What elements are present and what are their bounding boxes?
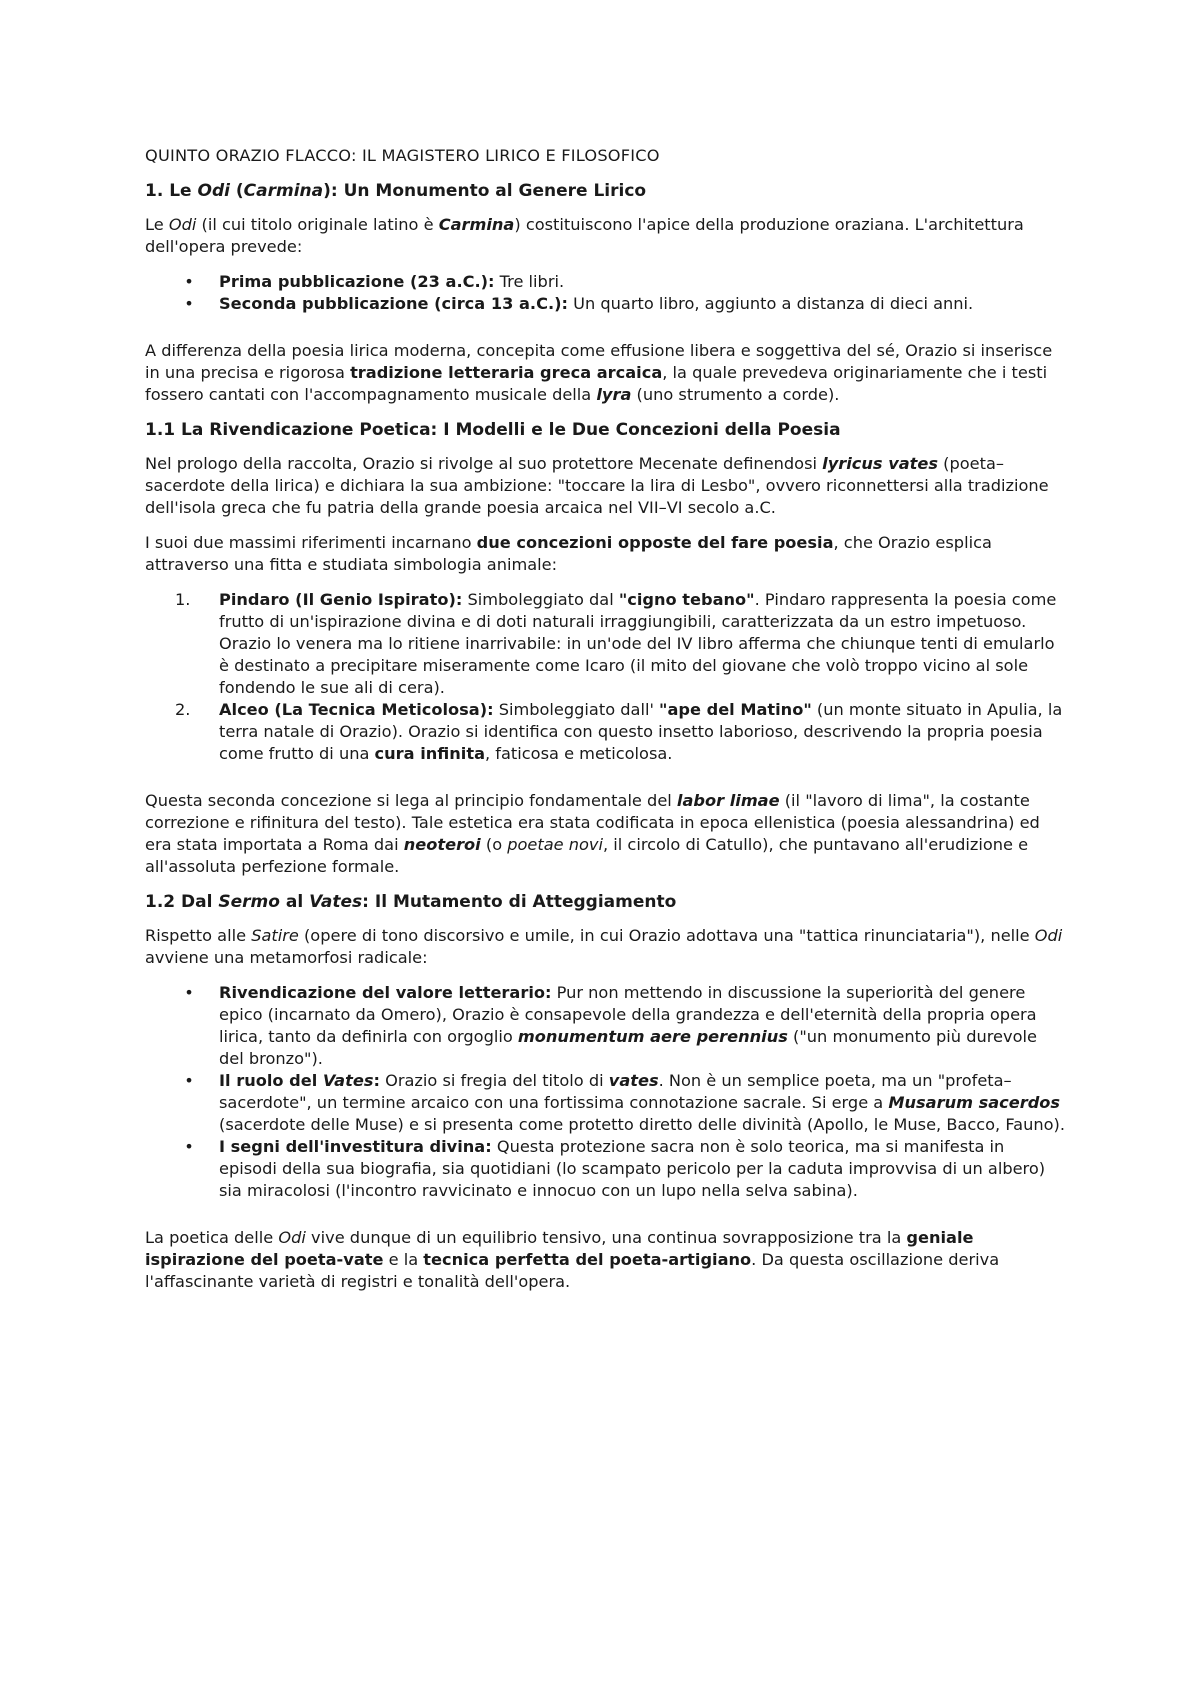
text: . Da questa oscillazione deriva l'affascinante varietà di registri e tonalità dell'opera. <box>145 1250 1000 1291</box>
italic-text: poetae novi <box>507 835 603 854</box>
list-item-text: Tre libri. <box>494 272 565 291</box>
list-item-label: Prima pubblicazione (23 a.C.): <box>219 272 495 291</box>
text: Nel prologo della raccolta, Orazio si rivolge al suo protettore Mecenate definendosi <box>145 454 823 473</box>
text: Questa protezione sacra non è solo teorica, ma si manifesta in episodi della sua biografia, sia quotidiani (lo scampato pericolo per la caduta improvvisa di un albero) sia miracolosi (l'incontro ravvicinato e innocuo con un lupo nella selva sabina). <box>219 1137 1046 1200</box>
bold-text: geniale ispirazione del poeta-vate <box>145 1228 974 1269</box>
bold-text: "ape del Matino" <box>659 700 812 719</box>
text: (o <box>480 835 508 854</box>
italic-text: Odi <box>168 215 197 234</box>
heading-text: 1. Le <box>145 181 198 201</box>
text: Questa seconda concezione si lega al principio fondamentale del <box>145 791 677 810</box>
heading-emphasis: Sermo <box>218 892 280 912</box>
text: (un monte situato in Apulia, la terra natale di Orazio). Orazio si identifica con questo insetto laborioso, descrivendo la propria poesia come frutto di una <box>219 700 1063 763</box>
metamorphosis-list <box>145 982 1065 1202</box>
heading-text: al <box>279 892 310 912</box>
bold-text: tradizione letteraria greca arcaica <box>350 363 663 382</box>
bold-italic-text: Musarum sacerdos <box>888 1093 1061 1112</box>
list-number: 1. <box>175 590 191 609</box>
bold-italic-text: labor limae <box>676 791 780 810</box>
list-item-label: Rivendicazione del valore letterario: <box>219 983 552 1002</box>
text: . Non è un semplice poeta, ma un "profeta–sacerdote", un termine arcaico con una fortissima connotazione sacrale. Si erge a <box>219 1071 1012 1112</box>
label-text: Il ruolo del <box>219 1071 323 1090</box>
list-item-text: Un quarto libro, aggiunto a distanza di dieci anni. <box>567 294 974 313</box>
heading-odi <box>145 180 1065 202</box>
text: Le <box>145 215 169 234</box>
list-item <box>145 589 1065 699</box>
paragraph-riferimenti <box>145 532 1065 576</box>
italic-text: Odi <box>278 1228 306 1247</box>
text: ("un monumento più durevole del bronzo"). <box>219 1027 1037 1068</box>
bold-text: tecnica perfetta del poeta-artigiano <box>423 1250 752 1269</box>
bold-italic-text: vates <box>608 1071 659 1090</box>
heading-sermo-vates <box>145 891 1065 913</box>
list-item <box>145 271 1065 293</box>
bold-italic-text: lyricus vates <box>822 454 939 473</box>
list-item <box>145 699 1065 765</box>
list-item-label: Seconda pubblicazione (circa 13 a.C.): <box>219 294 568 313</box>
text: , il circolo di Catullo), che puntavano all'erudizione e all'assoluta perfezione formale. <box>145 835 1029 876</box>
list-item <box>145 1136 1065 1202</box>
list-item <box>145 982 1065 1070</box>
heading-rivendicazione: 1.1 La Rivendicazione Poetica: I Modelli e le Due Concezioni della Poesia <box>145 420 841 440</box>
bold-text: cura infinita <box>374 744 486 763</box>
text: I suoi due massimi riferimenti incarnano <box>145 533 477 552</box>
text: Simboleggiato dall' <box>493 700 660 719</box>
text: e la <box>383 1250 424 1269</box>
text: A differenza della poesia lirica moderna, concepita come effusione libera e soggettiva del sé, Orazio si inserisce in una precisa e rigorosa <box>145 341 1053 382</box>
paragraph-tradition <box>145 340 1065 406</box>
bullet-icon: • <box>184 272 194 291</box>
list-item-label <box>219 1071 380 1090</box>
text: avviene una metamorfosi radicale: <box>145 948 428 967</box>
label-emphasis: Vates <box>322 1071 374 1090</box>
publication-list <box>145 271 1065 315</box>
bullet-icon: • <box>184 294 194 313</box>
italic-text: Satire <box>251 926 299 945</box>
bold-text: due concezioni opposte del fare poesia <box>476 533 834 552</box>
bold-italic-text: Carmina <box>438 215 515 234</box>
heading-text: ( <box>229 181 244 201</box>
list-item-label: I segni dell'investitura divina: <box>219 1137 492 1156</box>
models-list <box>145 589 1065 765</box>
text: (sacerdote delle Muse) e si presenta come protetto diretto delle divinità (Apollo, le Muse, Bacco, Fauno). <box>219 1115 1065 1134</box>
text: Orazio si fregia del titolo di <box>379 1071 609 1090</box>
text: Pur non mettendo in discussione la superiorità del genere epico (incarnato da Omero), Orazio è consapevole della grandezza e dell'eternità della propria opera lirica, tanto da definirla con orgoglio <box>219 983 1037 1046</box>
bullet-icon: • <box>184 983 194 1002</box>
text: ) costituiscono l'apice della produzione oraziana. L'architettura dell'opera prevede: <box>145 215 1024 256</box>
text: (opere di tono discorsivo e umile, in cui Orazio adottava una "tattica rinunciataria"), nelle <box>298 926 1035 945</box>
bullet-icon: • <box>184 1071 194 1090</box>
text: (poeta–sacerdote della lirica) e dichiara la sua ambizione: "toccare la lira di Lesbo", ovvero riconnettersi alla tradizione dell'isola greca che fu patria della grande poesia arcaica nel VII–VI secolo a.C. <box>145 454 1049 517</box>
text: Rispetto alle <box>145 926 252 945</box>
bold-italic-text: neoteroi <box>403 835 481 854</box>
heading-emphasis: Vates <box>309 892 363 912</box>
list-item-label: Alceo (La Tecnica Meticolosa): <box>219 700 494 719</box>
paragraph-prologo <box>145 453 1065 519</box>
text: , faticosa e meticolosa. <box>485 744 673 763</box>
label-text: : <box>373 1071 380 1090</box>
heading-emphasis: Odi <box>197 181 230 201</box>
list-item <box>145 293 1065 315</box>
bold-italic-text: lyra <box>596 385 632 404</box>
paragraph-labor-limae <box>145 790 1065 878</box>
document-title: QUINTO ORAZIO FLACCO: IL MAGISTERO LIRICO E FILOSOFICO <box>145 146 660 165</box>
text: (il cui titolo originale latino è <box>196 215 439 234</box>
bold-text: "cigno tebano" <box>618 590 755 609</box>
text: . Pindaro rappresenta la poesia come frutto di un'ispirazione divina e di doti naturali irraggiungibili, caratterizzata da un estro impetuoso. Orazio lo venera ma lo ritiene inarrivabile: in un'ode del IV libro afferma che chiunque tenti di emularlo è destinato a precipitare miseramente come Icaro (il mito del giovane che volò troppo vicino al sole fondendo le sue ali di cera). <box>219 590 1057 697</box>
heading-text: ): Un Monumento al Genere Lirico <box>323 181 647 201</box>
list-item-label: Pindaro (Il Genio Ispirato): <box>219 590 463 609</box>
bold-italic-text: monumentum aere perennius <box>517 1027 788 1046</box>
list-item <box>145 1070 1065 1136</box>
list-number: 2. <box>175 700 191 719</box>
italic-text: Odi <box>1034 926 1063 945</box>
paragraph-satire <box>145 925 1065 969</box>
text: Simboleggiato dal <box>462 590 619 609</box>
paragraph-conclusion <box>145 1227 1065 1293</box>
heading-text: 1.2 Dal <box>145 892 219 912</box>
heading-text: : Il Mutamento di Atteggiamento <box>362 892 677 912</box>
text: vive dunque di un equilibrio tensivo, una continua sovrapposizione tra la <box>305 1228 907 1247</box>
document-page <box>145 145 1065 1306</box>
text: , che Orazio esplica attraverso una fitta e studiata simbologia animale: <box>145 533 992 574</box>
text: (il "lavoro di lima", la costante correzione e rifinitura del testo). Tale estetica era stata codificata in epoca ellenistica (poesia alessandrina) ed era stata importata a Roma dai <box>145 791 1040 854</box>
text: La poetica delle <box>145 1228 279 1247</box>
text: , la quale prevedeva originariamente che i testi fossero cantati con l'accompagnamento musicale della <box>145 363 1048 404</box>
text: (uno strumento a corde). <box>631 385 840 404</box>
heading-emphasis: Carmina <box>243 181 324 201</box>
bullet-icon: • <box>184 1137 194 1156</box>
paragraph-odi-intro <box>145 214 1065 258</box>
